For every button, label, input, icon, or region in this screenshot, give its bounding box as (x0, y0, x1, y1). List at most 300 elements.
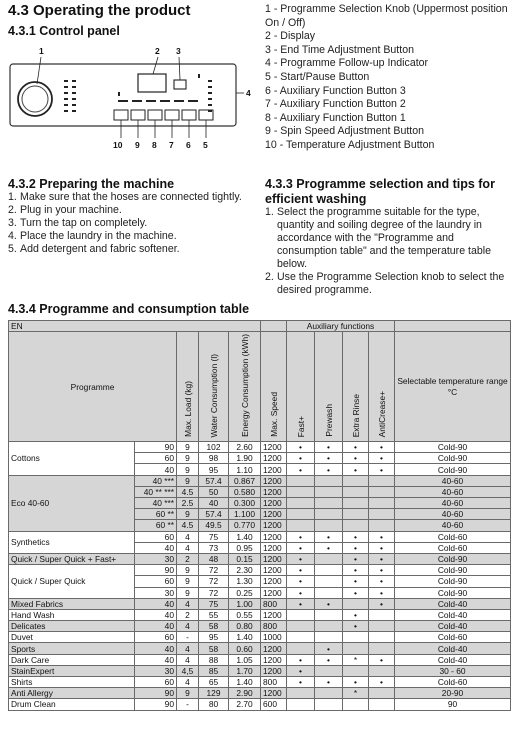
temp-cell: 40 (135, 609, 177, 620)
fast-cell (287, 498, 315, 509)
table-row (9, 553, 511, 564)
step-item (8, 204, 256, 217)
anticrease-cell (369, 498, 395, 509)
temp-col-header: Selectable temperature range °C (395, 332, 511, 442)
energy-cell: 0.25 (229, 587, 261, 598)
programme-name: Shirts (9, 677, 135, 688)
anticrease-cell (369, 632, 395, 643)
load-cell: 4 (177, 531, 199, 542)
rinse-cell: • (343, 553, 369, 564)
fast-cell: • (287, 587, 315, 598)
rinse-cell: • (343, 531, 369, 542)
fast-cell (287, 609, 315, 620)
diagram-label-10: 10 (113, 140, 123, 150)
load-cell: 4 (177, 598, 199, 609)
energy-cell: 0.80 (229, 621, 261, 632)
rinse-cell: * (343, 688, 369, 699)
temp-cell: 40 (135, 621, 177, 632)
prewash-cell (315, 587, 343, 598)
fast-cell: • (287, 598, 315, 609)
prewash-cell: • (315, 643, 343, 654)
speed-cell: 1000 (261, 632, 287, 643)
energy-cell: 2.30 (229, 565, 261, 576)
temp-cell: 30 (135, 665, 177, 676)
anticrease-cell: • (369, 531, 395, 542)
diagram-label-2: 2 (155, 46, 160, 56)
speed-cell: 1200 (261, 542, 287, 553)
fast-cell: • (287, 576, 315, 587)
energy-cell: 1.05 (229, 654, 261, 665)
prewash-col-header: Prewash (315, 332, 343, 442)
fast-cell: • (287, 677, 315, 688)
fast-cell (287, 509, 315, 520)
range-cell: 40-60 (395, 509, 511, 520)
control-panel-diagram (8, 44, 263, 154)
rinse-cell (343, 598, 369, 609)
load-cell: 9 (177, 464, 199, 475)
rinse-cell: • (343, 609, 369, 620)
range-cell: Cold-90 (395, 453, 511, 464)
step-number: 1. (8, 191, 17, 203)
speed-cell: 1200 (261, 531, 287, 542)
table-row (9, 609, 511, 620)
table-row (9, 621, 511, 632)
anticrease-cell (369, 475, 395, 486)
temp-cell: 40 *** (135, 498, 177, 509)
prewash-cell: • (315, 654, 343, 665)
fast-cell (287, 699, 315, 710)
selection-heading: 4.3.3 Programme selection and tips for efficient washing (265, 177, 495, 206)
water-cell: 57.4 (199, 475, 229, 486)
energy-cell: 0.60 (229, 643, 261, 654)
prewash-cell: • (315, 598, 343, 609)
programme-name: Eco 40-60 (9, 475, 135, 531)
energy-cell: 1.10 (229, 464, 261, 475)
load-cell: 9 (177, 475, 199, 486)
load-cell: 2 (177, 609, 199, 620)
energy-cell: 0.300 (229, 498, 261, 509)
temp-cell: 40 (135, 464, 177, 475)
rinse-cell: • (343, 677, 369, 688)
range-cell: Cold-90 (395, 587, 511, 598)
rinse-cell: • (343, 442, 369, 453)
water-cell: 73 (199, 542, 229, 553)
load-cell: 2 (177, 553, 199, 564)
speed-col-header: Max. Speed (261, 332, 287, 442)
range-cell: Cold-40 (395, 654, 511, 665)
speed-cell: 1200 (261, 475, 287, 486)
water-cell: 48 (199, 553, 229, 564)
legend-item: 2 - Display (265, 30, 316, 43)
prewash-cell (315, 498, 343, 509)
prewash-cell (315, 632, 343, 643)
temp-cell: 40 (135, 598, 177, 609)
speed-cell: 1200 (261, 587, 287, 598)
anticrease-cell (369, 509, 395, 520)
programme-consumption-table (8, 320, 511, 711)
diagram-label-3: 3 (176, 46, 181, 56)
step-text: Turn the tap on completely. (20, 217, 148, 229)
water-cell: 58 (199, 621, 229, 632)
temp-cell: 90 (135, 565, 177, 576)
energy-cell: 2.90 (229, 688, 261, 699)
rinse-cell: • (343, 565, 369, 576)
table-row (9, 665, 511, 676)
load-cell: 4.5 (177, 486, 199, 497)
rinse-cell (343, 498, 369, 509)
energy-cell: 0.580 (229, 486, 261, 497)
temp-cell: 90 (135, 688, 177, 699)
anticrease-cell: • (369, 553, 395, 564)
water-cell: 95 (199, 464, 229, 475)
range-cell: Cold-90 (395, 565, 511, 576)
speed-cell: 800 (261, 677, 287, 688)
rinse-cell: * (343, 654, 369, 665)
prewash-cell (315, 688, 343, 699)
range-cell: Cold-40 (395, 621, 511, 632)
legend-item: 3 - End Time Adjustment Button (265, 43, 414, 56)
temp-cell: 60 ** (135, 509, 177, 520)
prewash-cell: • (315, 453, 343, 464)
fast-cell (287, 621, 315, 632)
anticrease-cell: • (369, 598, 395, 609)
prewash-cell (315, 665, 343, 676)
table-row (9, 654, 511, 665)
speed-cell: 1200 (261, 609, 287, 620)
step-text: Use the Programme Selection knob to select the desired programme. (277, 271, 505, 296)
water-cell: 129 (199, 688, 229, 699)
temp-cell: 60 ** (135, 520, 177, 531)
range-cell: Cold-40 (395, 609, 511, 620)
energy-cell: 0.15 (229, 553, 261, 564)
fast-cell: • (287, 464, 315, 475)
fast-cell: • (287, 453, 315, 464)
rinse-cell: • (343, 453, 369, 464)
anticrease-cell (369, 486, 395, 497)
step-text: Make sure that the hoses are connected tightly. (20, 191, 242, 203)
prewash-cell (315, 520, 343, 531)
anticrease-cell: • (369, 565, 395, 576)
rinse-cell (343, 486, 369, 497)
temp-cell: 40 (135, 542, 177, 553)
speed-cell: 1200 (261, 453, 287, 464)
anticrease-cell (369, 643, 395, 654)
speed-cell: 800 (261, 598, 287, 609)
load-cell: 4 (177, 654, 199, 665)
step-text: Plug in your machine. (20, 204, 122, 216)
fast-cell: • (287, 665, 315, 676)
programme-name: Dark Care (9, 654, 135, 665)
prewash-cell (315, 565, 343, 576)
prewash-cell (315, 486, 343, 497)
anticrease-cell: • (369, 677, 395, 688)
table-row (9, 632, 511, 643)
range-cell: 40-60 (395, 486, 511, 497)
load-cell: 4.5 (177, 520, 199, 531)
prewash-cell: • (315, 531, 343, 542)
water-cell: 75 (199, 598, 229, 609)
step-number: 3. (8, 217, 17, 229)
energy-cell: 0.95 (229, 542, 261, 553)
energy-cell: 1.100 (229, 509, 261, 520)
fast-cell: • (287, 442, 315, 453)
rinse-cell (343, 699, 369, 710)
load-cell: 9 (177, 565, 199, 576)
diagram-label-6: 6 (186, 140, 191, 150)
programme-name: Cottons (9, 442, 135, 476)
anticrease-cell: • (369, 587, 395, 598)
selection-steps (265, 206, 510, 297)
load-cell: 9 (177, 688, 199, 699)
water-cell: 72 (199, 587, 229, 598)
energy-cell: 1.40 (229, 677, 261, 688)
diagram-label-9: 9 (135, 140, 140, 150)
fast-col-header: Fast+ (287, 332, 315, 442)
water-cell: 58 (199, 643, 229, 654)
step-item (8, 217, 256, 230)
legend-item: 1 - Programme Selection Knob (Uppermost position On / Off) (265, 3, 508, 29)
water-cell: 75 (199, 531, 229, 542)
temp-cell: 40 ** *** (135, 486, 177, 497)
rinse-cell: • (343, 576, 369, 587)
temp-cell: 40 *** (135, 475, 177, 486)
range-cell: 90 (395, 699, 511, 710)
rinse-cell (343, 643, 369, 654)
fast-cell: • (287, 553, 315, 564)
water-cell: 49.5 (199, 520, 229, 531)
speed-cell: 800 (261, 621, 287, 632)
water-cell: 88 (199, 654, 229, 665)
programme-name: Drum Clean (9, 699, 135, 710)
speed-cell: 1200 (261, 643, 287, 654)
programme-knob-icon (18, 82, 52, 116)
diagram-label-8: 8 (152, 140, 157, 150)
fast-cell (287, 632, 315, 643)
step-item (265, 271, 510, 297)
load-cell: 9 (177, 453, 199, 464)
speed-cell: 1200 (261, 442, 287, 453)
temp-cell: 60 (135, 677, 177, 688)
fast-cell: • (287, 654, 315, 665)
rinse-cell: • (343, 621, 369, 632)
anticrease-cell: • (369, 453, 395, 464)
anticrease-cell (369, 665, 395, 676)
programme-name: Anti Allergy (9, 688, 135, 699)
load-cell: 9 (177, 442, 199, 453)
anticrease-cell (369, 688, 395, 699)
programme-name: Mixed Fabrics (9, 598, 135, 609)
anticrease-cell (369, 520, 395, 531)
range-cell: Cold-90 (395, 464, 511, 475)
rinse-cell (343, 509, 369, 520)
water-cell: 57.4 (199, 509, 229, 520)
temp-cell: 40 (135, 654, 177, 665)
load-cell: 4 (177, 542, 199, 553)
step-item (8, 191, 256, 204)
step-item (265, 206, 510, 271)
range-cell: Cold-60 (395, 677, 511, 688)
anticrease-cell (369, 621, 395, 632)
speed-cell: 1200 (261, 498, 287, 509)
table-heading: 4.3.4 Programme and consumption table (8, 302, 250, 316)
load-cell: 9 (177, 587, 199, 598)
programme-name: Quick / Super Quick + Fast+ (9, 553, 135, 564)
prewash-cell: • (315, 442, 343, 453)
energy-cell: 0.770 (229, 520, 261, 531)
step-item (8, 230, 256, 243)
speed-cell: 1200 (261, 509, 287, 520)
legend-item: 4 - Programme Follow-up Indicator (265, 57, 429, 70)
load-cell: 4 (177, 621, 199, 632)
range-cell: 40-60 (395, 520, 511, 531)
step-text: Select the programme suitable for the type, quantity and soiling degree of the laundry in accordance with the "Programme and consumption table" and the temperature table below. (277, 206, 492, 270)
water-cell: 80 (199, 699, 229, 710)
range-cell: Cold-90 (395, 576, 511, 587)
programme-name: Quick / Super Quick (9, 565, 135, 599)
energy-cell: 2.60 (229, 442, 261, 453)
diagram-label-5: 5 (203, 140, 208, 150)
rinse-cell (343, 665, 369, 676)
range-cell: Cold-40 (395, 643, 511, 654)
table-row (9, 643, 511, 654)
preparing-heading: 4.3.2 Preparing the machine (8, 177, 175, 191)
speed-cell: 1200 (261, 520, 287, 531)
legend-item: 10 - Temperature Adjustment Button (265, 138, 435, 151)
load-cell: 9 (177, 509, 199, 520)
range-cell: 20-90 (395, 688, 511, 699)
energy-cell: 2.70 (229, 699, 261, 710)
water-cell: 65 (199, 677, 229, 688)
legend-item: 5 - Start/Pause Button (265, 70, 370, 83)
load-cell: 4,5 (177, 665, 199, 676)
legend-item: 6 - Auxiliary Function Button 3 (265, 84, 406, 97)
table-row (9, 565, 511, 576)
energy-cell: 1.90 (229, 453, 261, 464)
anticrease-cell (369, 609, 395, 620)
step-number: 4. (8, 230, 17, 242)
table-row (9, 442, 511, 453)
water-cell: 50 (199, 486, 229, 497)
step-number: 5. (8, 243, 17, 255)
speed-cell: 1200 (261, 654, 287, 665)
legend-item: 7 - Auxiliary Function Button 2 (265, 98, 406, 111)
table-row (9, 531, 511, 542)
speed-cell: 1200 (261, 565, 287, 576)
load-cell: 4 (177, 677, 199, 688)
fast-cell: • (287, 531, 315, 542)
fast-cell (287, 520, 315, 531)
load-cell: 2.5 (177, 498, 199, 509)
preparing-steps (8, 191, 256, 256)
energy-cell: 1.30 (229, 576, 261, 587)
programme-name: Duvet (9, 632, 135, 643)
range-cell: 40-60 (395, 475, 511, 486)
speed-cell: 1200 (261, 464, 287, 475)
water-cell: 85 (199, 665, 229, 676)
temp-cell: 30 (135, 553, 177, 564)
energy-cell: 1.40 (229, 531, 261, 542)
step-number: 2. (8, 204, 17, 216)
water-col-header: Water Consumption (l) (199, 332, 229, 442)
temp-cell: 60 (135, 531, 177, 542)
rinse-col-header: Extra Rinse (343, 332, 369, 442)
temp-cell: 60 (135, 576, 177, 587)
anticrease-cell: • (369, 576, 395, 587)
temp-cell: 30 (135, 587, 177, 598)
programme-name: Synthetics (9, 531, 135, 553)
range-cell: Cold-40 (395, 598, 511, 609)
prewash-cell: • (315, 542, 343, 553)
water-cell: 72 (199, 565, 229, 576)
anticrease-cell: • (369, 442, 395, 453)
range-cell: Cold-90 (395, 442, 511, 453)
fast-cell (287, 475, 315, 486)
range-cell: 40-60 (395, 498, 511, 509)
load-cell: 9 (177, 576, 199, 587)
step-text: Add detergent and fabric softener. (20, 243, 180, 255)
programme-col-header: Programme (9, 332, 177, 442)
step-text: Place the laundry in the machine. (20, 230, 177, 242)
prewash-cell: • (315, 464, 343, 475)
fast-cell (287, 688, 315, 699)
rinse-cell: • (343, 464, 369, 475)
range-cell: Cold-90 (395, 553, 511, 564)
water-cell: 102 (199, 442, 229, 453)
table-row (9, 598, 511, 609)
anticrease-cell: • (369, 654, 395, 665)
range-cell: 30 - 60 (395, 665, 511, 676)
step-item (8, 243, 256, 256)
temp-cell: 40 (135, 643, 177, 654)
speed-cell: 1200 (261, 553, 287, 564)
diagram-label-7: 7 (169, 140, 174, 150)
legend-item: 8 - Auxiliary Function Button 1 (265, 111, 406, 124)
temp-cell: 90 (135, 442, 177, 453)
table-row (9, 475, 511, 486)
speed-cell: 600 (261, 699, 287, 710)
energy-cell: 1.40 (229, 632, 261, 643)
speed-cell: 1200 (261, 486, 287, 497)
load-col-header: Max. Load (kg) (177, 332, 199, 442)
load-cell: - (177, 699, 199, 710)
programme-name: Sports (9, 643, 135, 654)
prewash-cell (315, 621, 343, 632)
rinse-cell: • (343, 587, 369, 598)
prewash-cell (315, 609, 343, 620)
temp-cell: 60 (135, 453, 177, 464)
diagram-label-4: 4 (246, 88, 251, 98)
range-cell: Cold-60 (395, 531, 511, 542)
water-cell: 95 (199, 632, 229, 643)
table-row (9, 699, 511, 710)
table-row (9, 677, 511, 688)
temp-cell: 60 (135, 632, 177, 643)
fast-cell: • (287, 542, 315, 553)
energy-cell: 1.00 (229, 598, 261, 609)
speed-cell: 1200 (261, 688, 287, 699)
rinse-cell: • (343, 542, 369, 553)
energy-col-header: Energy Consumption (kWh) (229, 332, 261, 442)
rinse-cell (343, 632, 369, 643)
programme-name: Hand Wash (9, 609, 135, 620)
table-row (9, 688, 511, 699)
anticrease-cell: • (369, 464, 395, 475)
prewash-cell: • (315, 677, 343, 688)
water-cell: 72 (199, 576, 229, 587)
legend-item: 9 - Spin Speed Adjustment Button (265, 125, 425, 138)
section-title: 4.3 Operating the product (8, 2, 191, 19)
fast-cell: • (287, 565, 315, 576)
